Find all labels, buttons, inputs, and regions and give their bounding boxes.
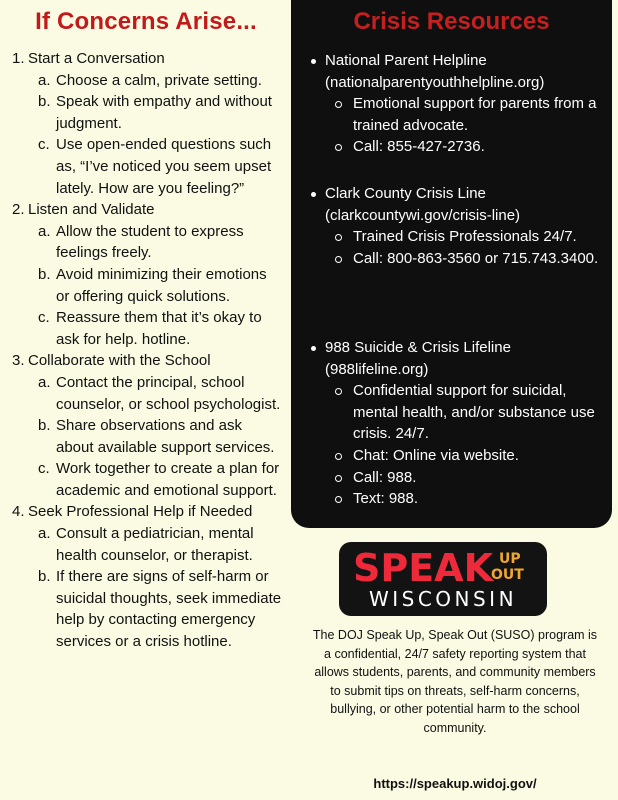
- resource-detail: [291, 93, 612, 136]
- substep-text: Allow the student to express feelings freely.: [56, 222, 244, 262]
- logo-speak-text: SPEAK: [353, 546, 494, 590]
- substep-item: [0, 566, 290, 652]
- resource-name-line: [291, 50, 612, 72]
- substep-letter: c.: [38, 460, 50, 478]
- substep-text: Avoid minimizing their emotions or offering quick solutions.: [56, 265, 267, 305]
- resource-name: National Parent Helpline: [325, 52, 487, 69]
- crisis-title: Crisis Resources: [353, 8, 550, 35]
- step-item: [0, 501, 290, 523]
- resource-name-line: [291, 183, 612, 205]
- resource-detail: [291, 488, 612, 510]
- bullet-icon: [311, 192, 316, 197]
- suso-description: The DOJ Speak Up, Speak Out (SUSO) program is a confidential, 24/7 safety reporting system that allows students, parents, and community members to submit tips on threats, self-harm concerns, bullying, or other potential harm to the school community.: [312, 628, 598, 735]
- resource-site: (clarkcountywi.gov/crisis-line): [325, 206, 521, 224]
- resource-detail-text: Emotional support for parents from a trained advocate.: [353, 95, 597, 134]
- substep-text: Use open-ended questions such as, “I’ve noticed you seem upset lately. How are you feeling?”: [56, 136, 272, 197]
- step-number: 4.: [12, 503, 25, 521]
- substep-text: Contact the principal, school counselor, or school psychologist.: [56, 373, 281, 413]
- step-title: Listen and Validate: [28, 201, 155, 219]
- substep-letter: c.: [38, 309, 50, 327]
- substep-text: If there are signs of self-harm or suicidal thoughts, seek immediate help by contacting emergency services or a crisis hotline.: [56, 568, 282, 651]
- resource-name: Clark County Crisis Line: [325, 185, 486, 202]
- resource-detail-text: Confidential support for suicidal, mental health, and/or substance use crisis. 24/7.: [353, 382, 595, 443]
- resource-detail-text: Call: 800-863-3560 or 715.743.3400.: [353, 249, 599, 267]
- substep-text: Consult a pediatrician, mental health counselor, or therapist.: [56, 525, 254, 564]
- resource-detail: [291, 226, 612, 248]
- substep-item: [0, 307, 290, 350]
- substep-text: Reassure them that it’s okay to ask for help. hotline.: [56, 309, 262, 348]
- substep-item: [0, 415, 290, 458]
- substep-text: Work together to create a plan for academic and emotional support.: [56, 460, 280, 499]
- circle-bullet-icon: [335, 388, 342, 395]
- substep-text: Speak with empathy and without judgment.: [56, 93, 272, 132]
- substep-item: [0, 523, 290, 566]
- step-item: [0, 199, 290, 221]
- substep-text: Choose a calm, private setting.: [56, 71, 262, 89]
- resource-detail: [291, 445, 612, 467]
- substep-letter: b.: [38, 568, 51, 586]
- resource-item: [291, 337, 612, 510]
- step-number: 2.: [12, 201, 25, 219]
- substep-item: [0, 91, 290, 134]
- substep-letter: a.: [38, 222, 51, 240]
- concerns-column: [0, 0, 290, 800]
- resource-detail: [291, 136, 612, 158]
- step-title: Seek Professional Help if Needed: [28, 503, 253, 521]
- substep-letter: a.: [38, 71, 51, 89]
- substep-item: [0, 221, 290, 264]
- circle-bullet-icon: [335, 144, 342, 151]
- resource-detail-text: Call: 988.: [353, 468, 417, 486]
- substep-item: [0, 458, 290, 501]
- step-number: 1.: [12, 50, 25, 67]
- logo-wisconsin-text: WISCONSIN: [368, 587, 518, 611]
- circle-bullet-icon: [335, 496, 342, 503]
- bullet-icon: [311, 346, 316, 351]
- circle-bullet-icon: [335, 256, 342, 263]
- substep-letter: b.: [38, 265, 51, 283]
- resource-detail-text: Trained Crisis Professionals 24/7.: [353, 228, 577, 246]
- circle-bullet-icon: [335, 475, 342, 482]
- circle-bullet-icon: [335, 101, 342, 108]
- crisis-resources-panel: [291, 0, 612, 528]
- substep-text: Share observations and ask about available support services.: [56, 417, 275, 456]
- substep-letter: a.: [38, 525, 51, 543]
- step-item: [0, 350, 290, 372]
- suso-link[interactable]: https://speakup.widoj.gov/: [373, 776, 537, 791]
- substep-letter: b.: [38, 417, 51, 435]
- resource-detail-text: Text: 988.: [353, 490, 419, 508]
- substep-item: [0, 134, 290, 199]
- substep-letter: b.: [38, 93, 51, 111]
- substep-item: [0, 372, 290, 415]
- step-item: [0, 48, 290, 70]
- resource-item: [291, 183, 612, 269]
- bullet-icon: [311, 59, 316, 64]
- substep-item: [0, 70, 290, 92]
- resource-site: (988lifeline.org): [325, 360, 429, 378]
- step-title: Start a Conversation: [28, 50, 165, 67]
- resource-item: [291, 50, 612, 158]
- concerns-title: If Concerns Arise...: [35, 8, 257, 35]
- steps-list: [0, 48, 290, 653]
- substep-letter: c.: [38, 136, 50, 154]
- step-number: 3.: [12, 352, 25, 370]
- resource-site: (nationalparentyouthhelpline.org): [325, 73, 545, 91]
- resource-name: 988 Suicide & Crisis Lifeline: [325, 339, 511, 356]
- circle-bullet-icon: [335, 453, 342, 460]
- speak-up-speak-out-logo: [339, 542, 547, 616]
- circle-bullet-icon: [335, 234, 342, 241]
- substep-letter: a.: [38, 373, 51, 391]
- logo-out-text: OUT: [491, 567, 524, 583]
- resource-detail: [291, 467, 612, 489]
- resource-name-line: [291, 337, 612, 359]
- substep-item: [0, 264, 290, 307]
- resource-detail-text: Chat: Online via website.: [353, 446, 519, 464]
- step-title: Collaborate with the School: [28, 352, 211, 370]
- resource-detail-text: Call: 855-427-2736.: [353, 138, 485, 156]
- logo-up-text: UP: [499, 551, 521, 567]
- resource-detail: [291, 380, 612, 445]
- resource-detail: [291, 248, 612, 270]
